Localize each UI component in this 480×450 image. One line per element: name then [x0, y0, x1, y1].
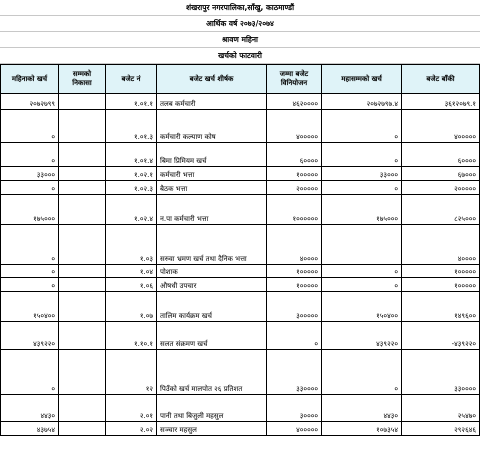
cell-title: कर्मचारी कल्याण कोष [157, 110, 267, 143]
cell-code: १.०७ [106, 292, 157, 322]
cell-total: ० [322, 143, 402, 167]
cell-total: ३३००० [322, 167, 402, 181]
cell-remaining: -४३९२२० [402, 322, 480, 350]
cell-budget: ३३०००० [267, 350, 322, 395]
col-total-budget: जम्मा बजेट विनियोजन [267, 65, 322, 94]
cell-title: बिमा प्रिमियम खर्च [157, 143, 267, 167]
cell-total: ० [322, 181, 402, 195]
cell-month: ० [1, 350, 59, 395]
cell-total: ० [322, 350, 402, 395]
cell-remaining: ३६१२०७९.१ [402, 94, 480, 110]
cell-title: औषधी उपचार [157, 278, 267, 292]
cell-budget: ६०००० [267, 143, 322, 167]
cell-release [59, 110, 106, 143]
cell-month: १७५००० [1, 195, 59, 225]
cell-release [59, 94, 106, 110]
cell-remaining: २५४७० [402, 395, 480, 422]
cell-budget: १००००० [267, 167, 322, 181]
cell-title: पानी तथा बिजुली महसुल [157, 395, 267, 422]
cell-release [59, 195, 106, 225]
cell-code: १.०३ [106, 225, 157, 265]
cell-total: १७५००० [322, 195, 402, 225]
table-row [1, 422, 480, 436]
cell-remaining: २९२६४६ [402, 422, 480, 436]
cell-total: १५०४०० [322, 292, 402, 322]
cell-release [59, 225, 106, 265]
table-row [1, 143, 480, 167]
col-total-expense: महासम्मको खर्च [322, 65, 402, 94]
cell-code: १.०२.१ [106, 167, 157, 181]
cell-budget: १०००००० [267, 195, 322, 225]
cell-release [59, 265, 106, 278]
table-row [1, 167, 480, 181]
municipality-title: शंखरापुर नगरपालिका,साँखु, काठमाण्डौं [0, 0, 480, 16]
cell-release [59, 278, 106, 292]
cell-budget: ४००००० [267, 422, 322, 436]
fiscal-year: आर्थिक वर्ष २०७३/२०७४ [0, 16, 480, 32]
report-title: खर्चको फाटवारी [0, 48, 480, 64]
cell-month: ४३७५४ [1, 422, 59, 436]
cell-release [59, 167, 106, 181]
cell-title: न.पा कर्मचारी भत्ता [157, 195, 267, 225]
table-row [1, 292, 480, 322]
cell-budget: ४००००० [267, 110, 322, 143]
cell-code: १.०४ [106, 265, 157, 278]
table-row [1, 195, 480, 225]
cell-total: २०७२७९७.४ [322, 94, 402, 110]
cell-total: ४३९२२० [322, 322, 402, 350]
cell-month: २०७२७९९ [1, 94, 59, 110]
cell-remaining: ४०००० [402, 225, 480, 265]
cell-total [322, 225, 402, 265]
cell-release [59, 322, 106, 350]
cell-month: ० [1, 143, 59, 167]
cell-total: ० [322, 278, 402, 292]
cell-title: बैठक भत्ता [157, 181, 267, 195]
cell-code: १.०२.३ [106, 181, 157, 195]
cell-month: ४४३० [1, 395, 59, 422]
cell-budget: ४०००० [267, 225, 322, 265]
cell-remaining: ६०००० [402, 143, 480, 167]
cell-total: १०७३५४ [322, 422, 402, 436]
cell-remaining: ८२५००० [402, 195, 480, 225]
cell-code: १.१०.१ [106, 322, 157, 350]
cell-budget: १००००० [267, 278, 322, 292]
cell-title: सञ्चार महसुल [157, 422, 267, 436]
cell-total: ० [322, 265, 402, 278]
cell-budget: ३००००० [267, 292, 322, 322]
table-row [1, 225, 480, 265]
cell-release [59, 181, 106, 195]
cell-remaining: ४००००० [402, 110, 480, 143]
cell-title: पिउँको खर्च मालपोत २६ प्रतिशत [157, 350, 267, 395]
col-release: सम्मको निकासा [59, 65, 106, 94]
cell-remaining: १००००० [402, 278, 480, 292]
cell-title: सलत संक्रमण खर्च [157, 322, 267, 350]
expense-table [0, 64, 480, 436]
cell-code: १.०१.३ [106, 110, 157, 143]
cell-remaining: २००००० [402, 181, 480, 195]
col-budget-title: बजेट खर्च शीर्षक [157, 65, 267, 94]
cell-month: १५०४०० [1, 292, 59, 322]
col-month-expense: महिनाको खर्च [1, 65, 59, 94]
cell-code: १.०६ [106, 278, 157, 292]
cell-month: ० [1, 225, 59, 265]
table-row [1, 110, 480, 143]
col-budget-code: बजेट नं [106, 65, 157, 94]
cell-budget: ३०००० [267, 395, 322, 422]
cell-release [59, 292, 106, 322]
cell-month: ३३००० [1, 167, 59, 181]
cell-title: पोशाक [157, 265, 267, 278]
cell-release [59, 395, 106, 422]
cell-code: २.०१ [106, 395, 157, 422]
col-remaining: बजेट बाँकी [402, 65, 480, 94]
cell-budget: १००००० [267, 265, 322, 278]
cell-budget: ० [267, 322, 322, 350]
cell-release [59, 350, 106, 395]
cell-code: १.०२.४ [106, 195, 157, 225]
table-row [1, 322, 480, 350]
cell-total: ० [322, 110, 402, 143]
cell-month: ० [1, 265, 59, 278]
cell-remaining: ३३०००० [402, 350, 480, 395]
table-row [1, 265, 480, 278]
cell-code: १२ [106, 350, 157, 395]
cell-code: १.०१.१ [106, 94, 157, 110]
cell-total: ४४३० [322, 395, 402, 422]
month-title: श्रावण महिना [0, 32, 480, 48]
cell-code: १.०१.४ [106, 143, 157, 167]
cell-title: तालिम कार्यक्रम खर्च [157, 292, 267, 322]
cell-remaining: १००००० [402, 265, 480, 278]
cell-remaining: १४९६०० [402, 292, 480, 322]
table-header [1, 65, 480, 94]
cell-title: कर्मचारी भत्ता [157, 167, 267, 181]
cell-remaining: ६७००० [402, 167, 480, 181]
cell-budget: ४६२०००० [267, 94, 322, 110]
cell-release [59, 143, 106, 167]
table-row [1, 181, 480, 195]
cell-title: तलब कर्मचारी [157, 94, 267, 110]
cell-title: सरुवा भ्रमण खर्च तथा दैनिक भत्ता [157, 225, 267, 265]
cell-release [59, 422, 106, 436]
table-row [1, 278, 480, 292]
table-row [1, 350, 480, 395]
cell-month: ० [1, 181, 59, 195]
cell-month: ४३९२२० [1, 322, 59, 350]
cell-month: ० [1, 278, 59, 292]
cell-month: ० [1, 110, 59, 143]
table-row [1, 395, 480, 422]
cell-budget: २००००० [267, 181, 322, 195]
table-row [1, 94, 480, 110]
cell-code: २.०२ [106, 422, 157, 436]
